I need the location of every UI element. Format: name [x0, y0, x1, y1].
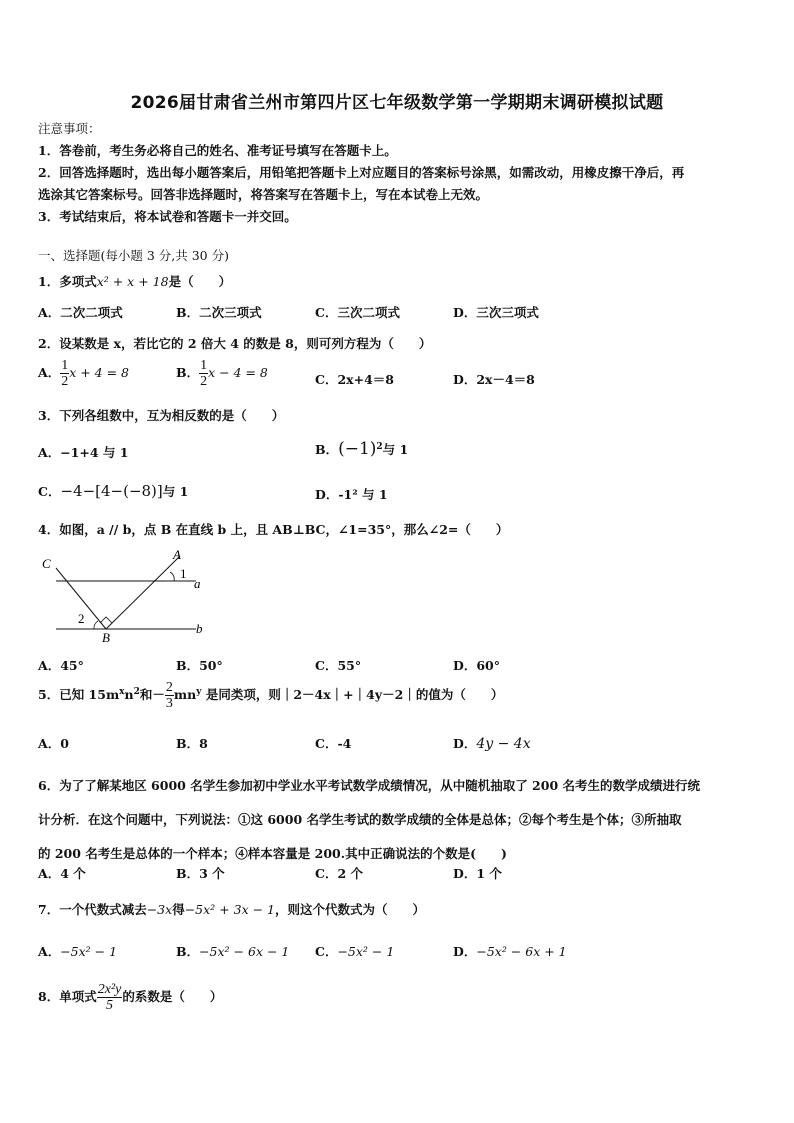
option-d[interactable]	[453, 942, 567, 960]
math-expression: −4−[4−(−8)]	[60, 482, 163, 500]
option-b[interactable]	[176, 942, 289, 960]
option-label: D．	[453, 944, 477, 959]
fraction	[165, 680, 174, 711]
option-b[interactable]	[315, 439, 408, 459]
question-text: 和－	[139, 687, 165, 702]
option-d[interactable]: D．60°	[453, 658, 500, 673]
exponent: 2	[376, 441, 383, 452]
option-b[interactable]: B．50°	[176, 658, 223, 673]
option-tail: 与 1	[162, 484, 189, 499]
option-label: B．	[176, 944, 200, 959]
question-text: 7．一个代数式减去	[38, 902, 147, 917]
label-a-point: A	[173, 547, 181, 562]
math-expression: −5x² − 6x − 1	[199, 944, 290, 959]
option-c[interactable]: C．-4	[315, 736, 352, 751]
notice-item: 选涂其它答案标号。回答非选择题时，将答案写在答题卡上，写在本试卷上无效。	[38, 187, 489, 202]
right-angle-mark	[100, 617, 112, 623]
question-text: mn	[173, 687, 197, 702]
question-8	[38, 982, 222, 1013]
angle-1-arc	[170, 572, 174, 581]
option-label: D．	[453, 736, 477, 751]
question-4: 4．如图，a // b，点 B 在直线 b 上，且 AB⊥BC，∠1=35°，那么∠2=（ ）	[38, 522, 509, 537]
option-b[interactable]: B．3 个	[176, 866, 225, 881]
math-expression: 4y − 4x	[476, 736, 531, 752]
question-text: 5．已知 15m	[38, 687, 120, 702]
option-c[interactable]: C．2x+4＝8	[315, 372, 394, 387]
notice-item: 2．回答选择题时，选出每小题答案后，用铅笔把答题卡上对应题目的答案标号涂黑，如需改动，用橡皮擦干净后，再	[38, 165, 685, 180]
segment-ba	[106, 556, 180, 629]
option-label: B．	[315, 442, 339, 457]
option-c[interactable]: C．三次二项式	[315, 305, 400, 320]
question-7	[38, 900, 425, 918]
option-label: A．	[38, 944, 61, 959]
fraction-denominator: 2	[200, 374, 208, 389]
notice-item: 1．答卷前，考生务必将自己的姓名、准考证号填写在答题卡上。	[38, 143, 397, 158]
exponent: y	[196, 686, 202, 697]
notice-heading: 注意事项：	[38, 121, 101, 136]
fraction-denominator: 3	[165, 696, 173, 711]
option-a[interactable]	[38, 942, 117, 960]
page-title: 2026届甘肃省兰州市第四片区七年级数学第一学期期末调研模拟试题	[130, 93, 664, 113]
label-angle-1: 1	[180, 566, 187, 581]
option-c[interactable]: C．55°	[315, 658, 362, 673]
option-label: A．	[38, 365, 61, 380]
label-b-point: B	[102, 630, 110, 645]
notice-item: 3．考试结束后，将本试卷和答题卡一并交回。	[38, 209, 297, 224]
option-a[interactable]: A．4 个	[38, 866, 86, 881]
fraction-denominator: 2	[61, 374, 69, 389]
math-expression: x² + x + 18	[96, 274, 169, 289]
fraction	[199, 358, 208, 389]
math-expression: x − 4 = 8	[208, 365, 268, 380]
option-a[interactable]	[38, 358, 129, 389]
option-b[interactable]	[176, 358, 268, 389]
option-label: B．	[176, 365, 200, 380]
option-label: C．	[38, 484, 61, 499]
option-d[interactable]	[453, 734, 531, 752]
fraction	[60, 358, 69, 389]
math-expression: −5x² − 6x + 1	[476, 944, 567, 959]
option-a[interactable]: A．45°	[38, 658, 84, 673]
option-d[interactable]: D．-1² 与 1	[315, 487, 388, 502]
option-d[interactable]: D．1 个	[453, 866, 502, 881]
option-b[interactable]: B．二次三项式	[176, 305, 262, 320]
exponent: 2	[133, 686, 140, 697]
option-tail: 与 1	[382, 442, 409, 457]
fraction-numerator: 1	[61, 358, 69, 373]
question-text: 8．单项式	[38, 989, 97, 1004]
question-2: 2．设某数是 x，若比它的 2 倍大 4 的数是 8，则可列方程为（ ）	[38, 336, 432, 351]
math-expression: −5x² − 1	[60, 944, 118, 959]
notice-block	[38, 118, 758, 228]
question-text: 是（ ）	[168, 274, 232, 289]
math-expression: −3x	[146, 902, 173, 917]
geometry-figure	[36, 546, 216, 646]
question-line: 6．为了了解某地区 6000 名学生参加初中学业水平考试数学成绩情况，从中随机抽取了 200 名考生的数学成绩进行统	[38, 778, 700, 793]
label-line-b: b	[196, 621, 203, 636]
question-3: 3．下列各组数中，互为相反数的是（ ）	[38, 408, 285, 423]
question-text: 得	[172, 902, 185, 917]
section-heading: 一、选择题(每小题 3 分,共 30 分)	[38, 248, 229, 263]
fraction	[97, 982, 123, 1013]
question-1	[38, 272, 231, 290]
angle-2-arc	[94, 621, 98, 629]
math-expression: −5x² − 1	[337, 944, 395, 959]
fraction-numerator: 2	[165, 680, 173, 695]
option-d[interactable]: D．2x－4＝8	[453, 372, 535, 387]
fraction-numerator: 1	[200, 358, 208, 373]
question-text: ，则这个代数式为（ ）	[275, 902, 426, 917]
math-expression: (−1)	[338, 439, 377, 459]
question-line: 的 200 名考生是总体的一个样本；④样本容量是 200.其中正确说法的个数是( )	[38, 846, 507, 861]
question-text: n	[124, 687, 134, 702]
question-6	[38, 769, 758, 871]
option-a[interactable]: A．二次二项式	[38, 305, 123, 320]
label-angle-2: 2	[78, 611, 85, 626]
math-expression: −5x² + 3x − 1	[184, 902, 275, 917]
label-c: C	[42, 556, 51, 571]
option-d[interactable]: D．三次三项式	[453, 305, 539, 320]
label-line-a: a	[194, 576, 201, 591]
option-a[interactable]: A．−1+4 与 1	[38, 445, 129, 460]
fraction-denominator: 5	[106, 998, 114, 1013]
question-5	[38, 680, 503, 711]
option-a[interactable]: A．0	[38, 736, 69, 751]
question-line: 计分析．在这个问题中，下列说法：①这 6000 名学生考试的数学成绩的全体是总体；②每个考生是个体；③所抽取	[38, 812, 682, 827]
exponent: x	[119, 686, 125, 697]
option-c[interactable]: C．2 个	[315, 866, 363, 881]
math-expression: x + 4 = 8	[69, 365, 129, 380]
option-b[interactable]: B．8	[176, 736, 208, 751]
fraction-numerator: 2x²y	[97, 982, 122, 997]
question-text: 是同类项，则｜2－4x｜+｜4y－2｜的值为（ ）	[201, 687, 504, 702]
question-text: 1．多项式	[38, 274, 97, 289]
option-c[interactable]	[38, 482, 188, 500]
option-label: C．	[315, 944, 338, 959]
option-c[interactable]	[315, 942, 394, 960]
question-text: 的系数是（ ）	[122, 989, 223, 1004]
